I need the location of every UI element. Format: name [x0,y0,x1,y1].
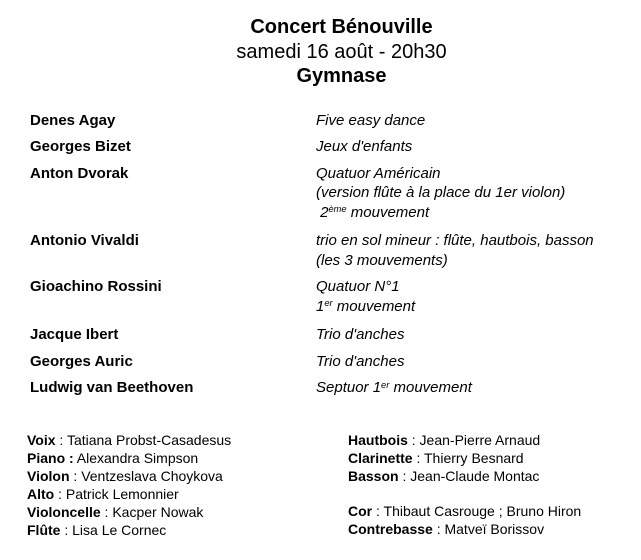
piece-line: trio en sol mineur : flûte, hautbois, basson [316,232,594,249]
piece-line: Trio d'anches [316,352,405,370]
program-row [30,352,633,372]
piece-line: Five easy dance [316,111,426,129]
performer-names: : Thierry Besnard [412,449,524,466]
superscript-text: er [381,379,390,390]
program-section [30,111,633,400]
piece-line [316,378,472,400]
instrument-label: Voix [27,431,56,448]
piece-title [316,137,412,157]
performer-line [27,485,348,503]
composer-name: Denes Agay [30,111,116,129]
performer-names: Alexandra Simpson [73,449,199,466]
piece-title [316,277,415,318]
page-title: Concert Bénouville [250,16,433,38]
piece-line [316,203,565,225]
instrument-label: Alto [27,485,55,502]
composer-name: Georges Auric [30,352,133,370]
performer-names: : Kacper Nowak [100,503,204,520]
performer-names: : Ventzeslava Choykova [69,467,223,484]
instrument-label: Violon [27,467,70,484]
piece-text: 2 [316,203,329,221]
piece-title [316,164,565,225]
composer-name: Ludwig van Beethoven [30,379,194,396]
piece-text: mouvement [389,379,472,396]
composer-name: Antonio Vivaldi [30,232,139,249]
piece-text: Septuor 1 [316,379,382,396]
performer-line [348,431,581,449]
performer-line [27,467,348,485]
performer-line [348,502,581,520]
concert-date: samedi 16 août - 20h30 [236,40,447,63]
instrument-label: Basson [348,467,399,484]
venue-name: Gymnase [296,65,387,87]
composer-name: Anton Dvorak [30,164,129,182]
program-row [30,111,633,131]
piece-line: Quatuor Américain [316,164,441,182]
piece-line [316,297,415,319]
instrument-label: Contrebasse [348,520,433,537]
piece-line: (version flûte à la place du 1er violon) [316,184,566,201]
performer-line [27,521,348,539]
piece-title [316,352,404,372]
program-row [30,231,633,270]
performers-section [27,431,641,539]
performer-line [348,467,581,485]
instrument-label: Cor [348,502,373,519]
performer-names: : Matveï Borissov [432,520,545,537]
piece-title [316,231,594,270]
superscript-text: er [324,298,333,309]
instrument-label: Hautbois [348,431,408,448]
performer-line [27,503,348,521]
performer-line [27,431,348,449]
header [0,0,641,89]
performer-names: : Jean-Claude Montac [398,467,540,484]
performer-names: : Jean-Pierre Arnaud [407,431,541,448]
performer-names: : Tatiana Probst-Casadesus [55,431,232,448]
piece-line: Trio d'anches [316,326,405,343]
program-row [30,325,633,345]
piece-text: mouvement [332,297,416,315]
piece-line: (les 3 mouvements) [316,251,448,269]
performer-line [348,449,581,467]
performer-line [348,520,581,538]
composer-name: Gioachino Rossini [30,278,162,295]
superscript-text: ème [328,204,347,215]
performers-right-column [348,431,581,539]
program-row [30,277,633,318]
blank-line [348,485,581,502]
piece-text: 1 [316,297,325,315]
instrument-label: Piano : [27,449,74,466]
piece-line: Jeux d'enfants [316,138,413,155]
piece-text: mouvement [346,203,430,221]
instrument-label: Flûte [27,521,61,538]
performer-names: : Thibaut Casrouge ; Bruno Hiron [372,502,582,519]
performer-names: : Patrick Lemonnier [54,485,179,502]
instrument-label: Clarinette [348,449,413,466]
piece-line: Quatuor N°1 [316,278,400,295]
program-row [30,378,633,400]
instrument-label: Violoncelle [27,503,101,520]
performer-line [27,449,348,467]
composer-name: Georges Bizet [30,138,131,155]
performers-left-column [27,431,348,539]
program-row [30,164,633,225]
piece-title [316,378,472,400]
composer-name: Jacque Ibert [30,326,119,343]
program-row [30,137,633,157]
performer-names: : Lisa Le Cornec [60,521,167,538]
piece-title [316,111,425,131]
piece-title [316,325,404,345]
